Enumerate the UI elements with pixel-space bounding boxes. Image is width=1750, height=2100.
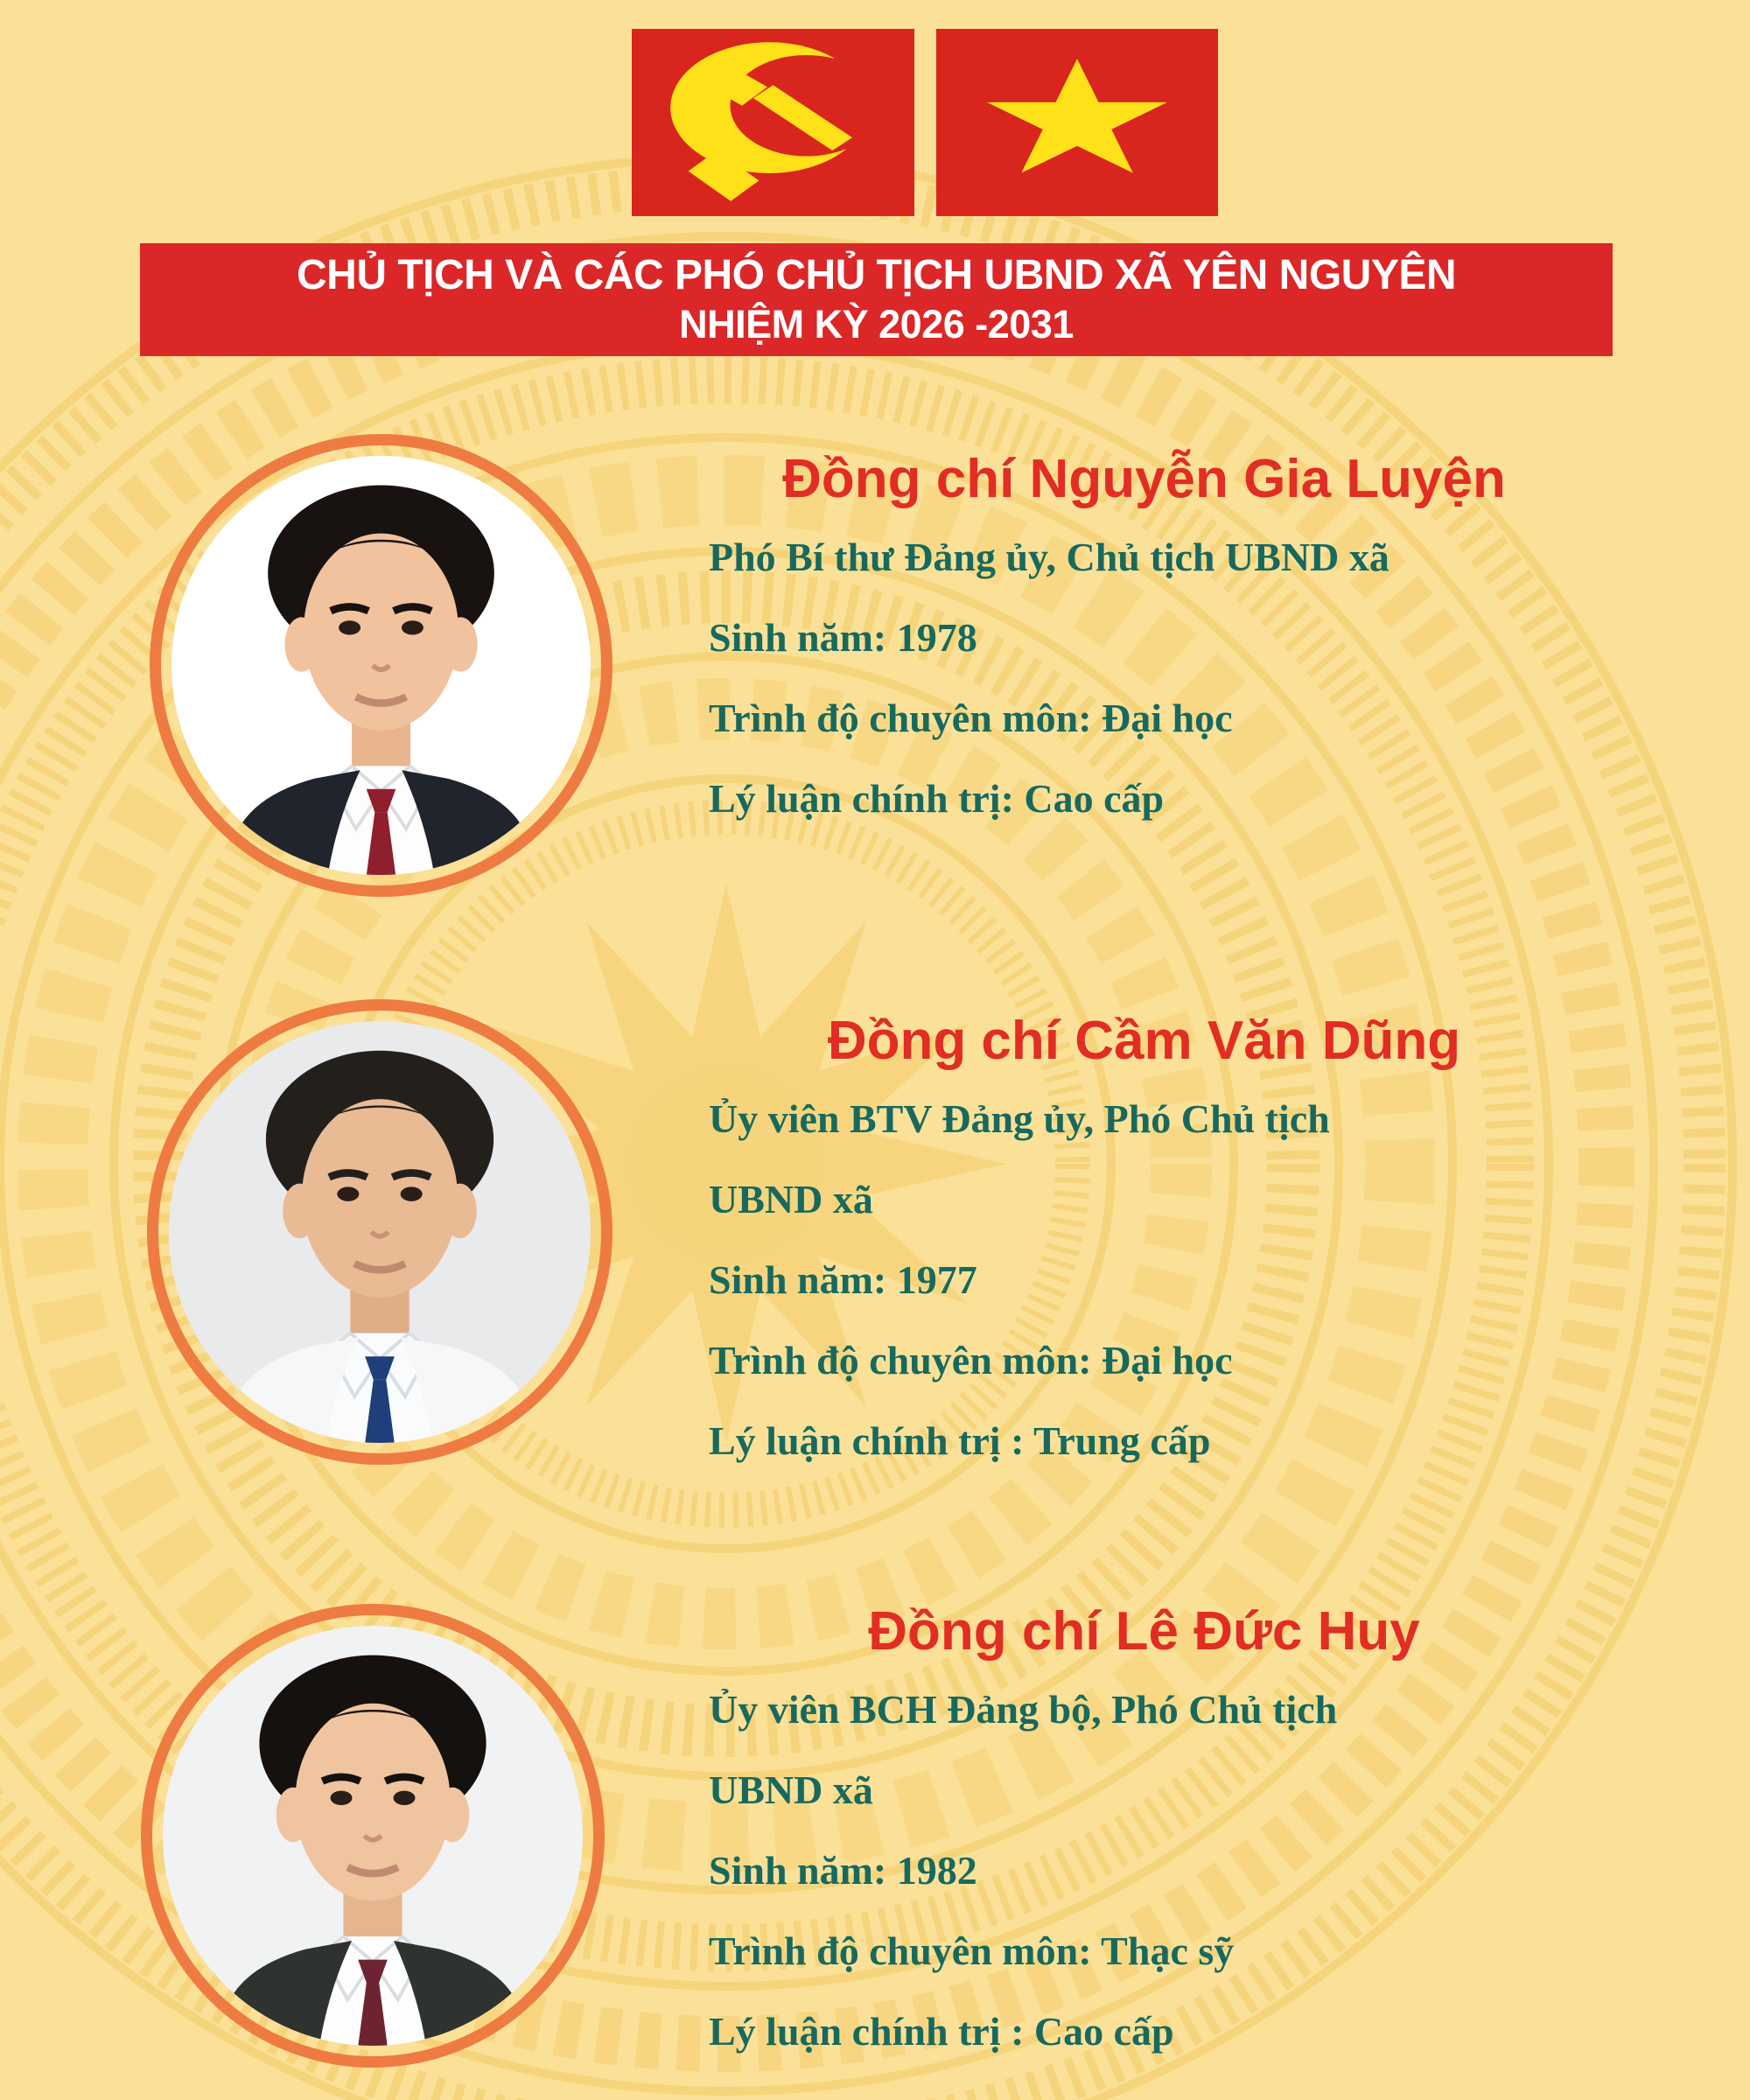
- portrait-ring: [141, 1604, 605, 2068]
- profile-name: Đồng chí Lê Đức Huy: [868, 1601, 1420, 1662]
- communist-party-flag: [632, 29, 914, 216]
- person-illustration: [172, 456, 591, 875]
- portrait-photo: [163, 1626, 583, 2046]
- banner-title-line1: CHỦ TỊCH VÀ CÁC PHÓ CHỦ TỊCH UBND XÃ YÊN NGUYÊN: [296, 252, 1457, 298]
- profile-education: Trình độ chuyên môn: Đại học: [709, 696, 1233, 740]
- profile-role: Phó Bí thư Đảng ủy, Chủ tịch UBND xã: [709, 535, 1390, 579]
- profile-education: Trình độ chuyên môn: Đại học: [709, 1338, 1233, 1382]
- profile-info: [665, 1004, 1623, 1481]
- portrait-photo: [172, 456, 591, 875]
- profile-role-line2: UBND xã: [709, 1768, 873, 1812]
- banner-title-line2: NHIỆM KỲ 2026 -2031: [679, 302, 1074, 346]
- profile-role-line2: UBND xã: [709, 1177, 873, 1222]
- profile-name: Đồng chí Nguyễn Gia Luyện: [782, 449, 1506, 509]
- portrait-photo: [169, 1021, 591, 1443]
- person-illustration: [169, 1021, 591, 1443]
- title-banner: [140, 243, 1613, 356]
- profile-birth-year: Sinh năm: 1978: [709, 615, 977, 660]
- person-illustration: [163, 1626, 583, 2046]
- profile-political-theory: Lý luận chính trị: Cao cấp: [709, 776, 1165, 821]
- profile-info: [665, 442, 1623, 839]
- profile-political-theory: Lý luận chính trị : Trung cấp: [709, 1418, 1211, 1463]
- profile-birth-year: Sinh năm: 1982: [709, 1848, 977, 1893]
- profile-political-theory: Lý luận chính trị : Cao cấp: [709, 2009, 1174, 2054]
- profile-education: Trình độ chuyên môn: Thạc sỹ: [709, 1928, 1235, 1973]
- portrait-ring: [150, 434, 612, 897]
- portrait-ring: [147, 999, 612, 1465]
- profile-role: Ủy viên BTV Đảng ủy, Phó Chủ tịch: [709, 1096, 1330, 1141]
- profile-info: [665, 1594, 1623, 2072]
- profile-name: Đồng chí Cầm Văn Dũng: [827, 1011, 1461, 1071]
- profile-role: Ủy viên BCH Đảng bộ, Phó Chủ tịch: [709, 1687, 1338, 1732]
- vietnam-flag: [936, 29, 1218, 216]
- profile-birth-year: Sinh năm: 1977: [709, 1257, 977, 1302]
